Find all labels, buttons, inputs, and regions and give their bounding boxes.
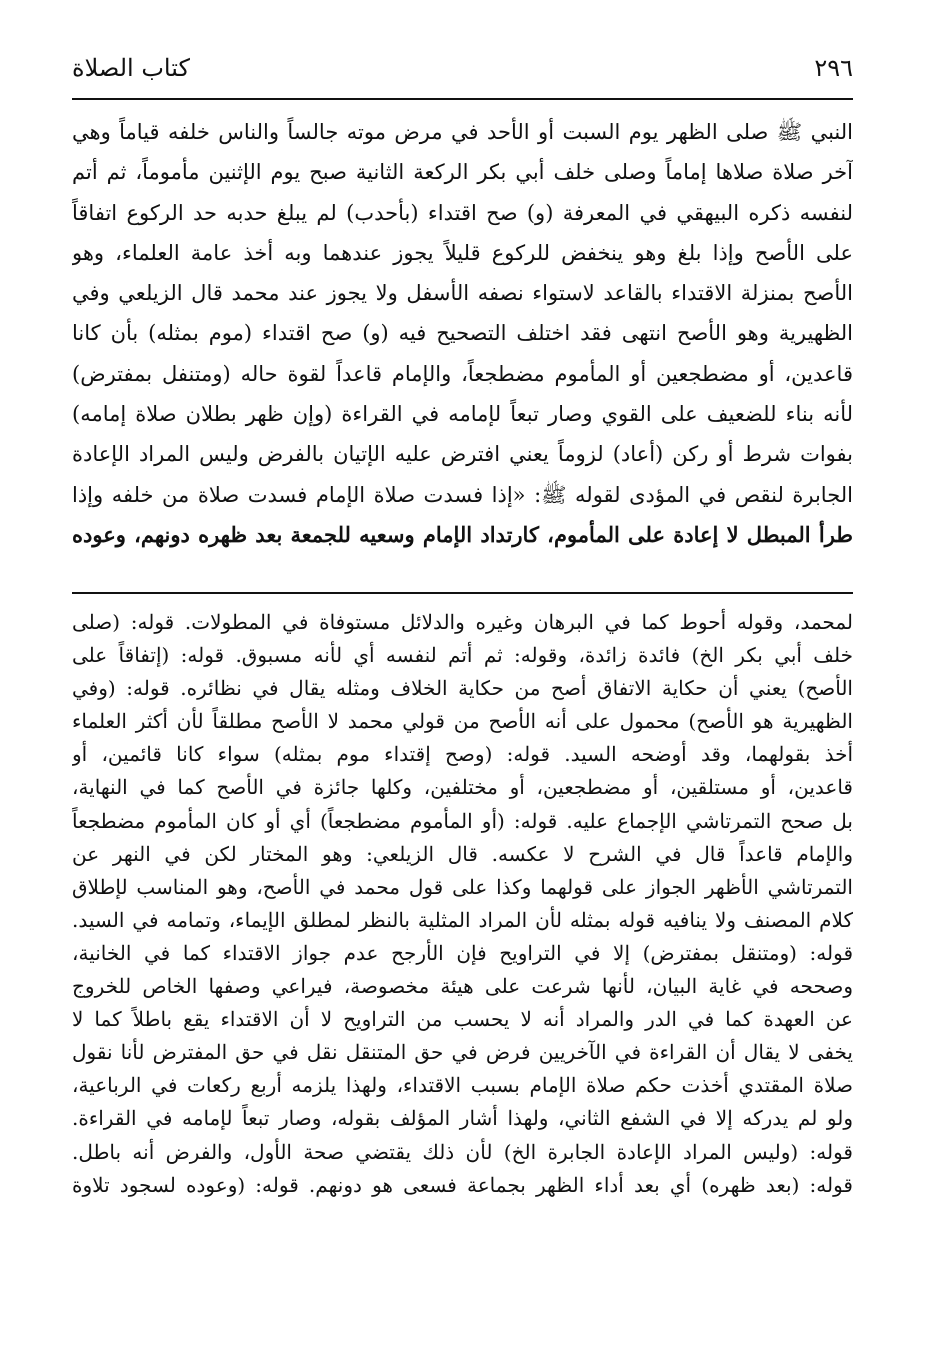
main-line: النبي ﷺ صلى الظهر يوم السبت أو الأحد في مرض موته جالساً والناس خلفه قياماً وهي xyxy=(72,120,853,144)
commentary-line: صلاة المقتدي أخذت حكم صلاة الإمام بسبب الاقتداء، ولهذا يلزمه أربع ركعات في الرباعية، xyxy=(72,1073,853,1098)
main-line: الجابرة لنقص في المؤدى لقوله ﷺ: «إذا فسدت صلاة الإمام فسدت صلاة من خلفه وإذا xyxy=(72,482,853,507)
footnote-rule xyxy=(72,592,853,594)
commentary-line: لمحمد، وقوله أحوط كما في البرهان وغيره والدلائل مستوفاة في المطولات. قوله: (صلى xyxy=(72,610,853,634)
commentary-line: قاعدين، أو مستلقين، أو مضطجعين، أو مختلفين، وكلها جائزة في الأصح كما في النهاية، xyxy=(72,775,853,800)
commentary-text xyxy=(72,606,853,1202)
main-line: على الأصح وإذا بلغ وهو ينخفض للركوع قليلاً يجوز عندهما وبه أخذ عامة العلماء، وهو xyxy=(72,240,853,265)
commentary-line: ولو لم يدركه إلا في الشفع الثاني، ولهذا أشار المؤلف بقوله، وصار تبعاً لإمامه في القراءة. xyxy=(72,1106,853,1131)
main-line: بفوات شرط أو ركن (أعاد) لزوماً يعني افترض عليه الإتيان بالفرض وليس المراد الإعادة xyxy=(72,442,853,467)
commentary-line: الظهيرية هو الأصح) محمول على أنه الأصح من قولي محمد لا الأصح مطلقاً لأن أكثر العلماء xyxy=(72,709,853,734)
commentary-line: التمرتاشي الأظهر الجواز على قولهما وكذا على قول محمد في الأصح، وهو المناسب لإطلاق xyxy=(72,874,853,899)
commentary-line: كلام المصنف ولا ينافيه قوله بمثله لأن المراد المثلية بالنظر لمطلق الإيماء، وتمامه في السيد. xyxy=(72,907,853,932)
commentary-line: بل صحح التمرتاشي الإجماع عليه. قوله: (أو المأموم مضطجعاً) أي أو كان المأموم مضطجعاً xyxy=(72,808,853,833)
commentary-line: خلف أبي بكر الخ) فائدة زائدة، وقوله: ثم أتم لنفسه أي لأنه مسبوق. قوله: (إتفاقاً على xyxy=(72,643,853,668)
commentary-line: والإمام قاعداً قال في الشرح لا عكسه. قال الزيلعي: وهو المختار لكن في النهر عن xyxy=(72,841,853,866)
running-title: كتاب الصلاة xyxy=(72,54,190,82)
commentary-line: وصححه في غاية البيان، لأنها شرعت على هيئة مخصوصة، فيراعي وصفها الخاص للخروج xyxy=(72,974,853,999)
main-line: طرأ المبطل لا إعادة على المأموم، كارتداد الإمام وسعيه للجمعة بعد ظهره دونهم، وعوده xyxy=(72,521,853,547)
page-header xyxy=(72,50,853,86)
commentary-line: قوله: (وليس المراد الإعادة الجابرة الخ) لأن ذلك يقتضي صحة الأول، والفرض أنه باطل. xyxy=(72,1139,853,1164)
commentary-line: يخفى لا يقال أن القراءة في الآخريين فرض في حق المتنقل نقل في حق المفترض لأنا نقول xyxy=(72,1040,853,1065)
main-line: قاعدين، أو مضطجعين أو المأموم مضطجعاً، والإمام قاعداً لقوة حاله (ومتنفل بمفترض) xyxy=(72,361,853,386)
commentary-line: قوله: (بعد ظهره) أي بعد أداء الظهر بجماعة فسعى هو دونهم. قوله: (وعوده لسجود تلاوة xyxy=(72,1172,853,1197)
page-number: ٢٩٦ xyxy=(814,54,853,82)
commentary-line: قوله: (ومتنقل بمفترض) إلا في التراويح فإن الأرجح عدم جواز الاقتداء كما في الخانية، xyxy=(72,940,853,965)
main-line: الأصح بمنزلة الاقتداء بالقاعد لاستواء نصفه الأسفل ولا يجوز عند محمد قال الزيلعي وفي xyxy=(72,281,853,306)
commentary-line: أخذ بقولهما، وقد أوضحه السيد. قوله: (وصح إقتداء موم بمثله) سواء كانا قائمين، أو xyxy=(72,742,853,767)
main-text xyxy=(72,112,853,555)
main-line: لأنه بناء للضعيف على القوي وصار تبعاً لإمامه في القراءة (وإن ظهر بطلان صلاة إمامه) xyxy=(72,402,853,427)
main-line: الظهيرية وهو الأصح انتهى فقد اختلف التصحيح فيه (و) صح اقتداء (موم بمثله) بأن كانا xyxy=(72,321,853,346)
header-rule xyxy=(72,98,853,100)
main-line: آخر صلاة صلاها إماماً وصلى خلف أبي بكر الركعة الثانية صبح يوم الإثنين مأموماً، ثم أتم xyxy=(72,160,853,185)
commentary-line: عن العهدة كما في الدر والمراد أنه لا يحسب من التراويح لا أن الاقتداء يقع باطلاً كما لا xyxy=(72,1007,853,1032)
commentary-line: الأصح) يعني أن حكاية الاتفاق أصح من حكاية الخلاف ومثله يقال في نظائره. قوله: (وفي xyxy=(72,676,853,701)
main-line: لنفسه ذكره البيهقي في المعرفة (و) صح اقتداء (بأحدب) لم يبلغ حدبه حد الركوع اتفاقاً xyxy=(72,200,853,225)
